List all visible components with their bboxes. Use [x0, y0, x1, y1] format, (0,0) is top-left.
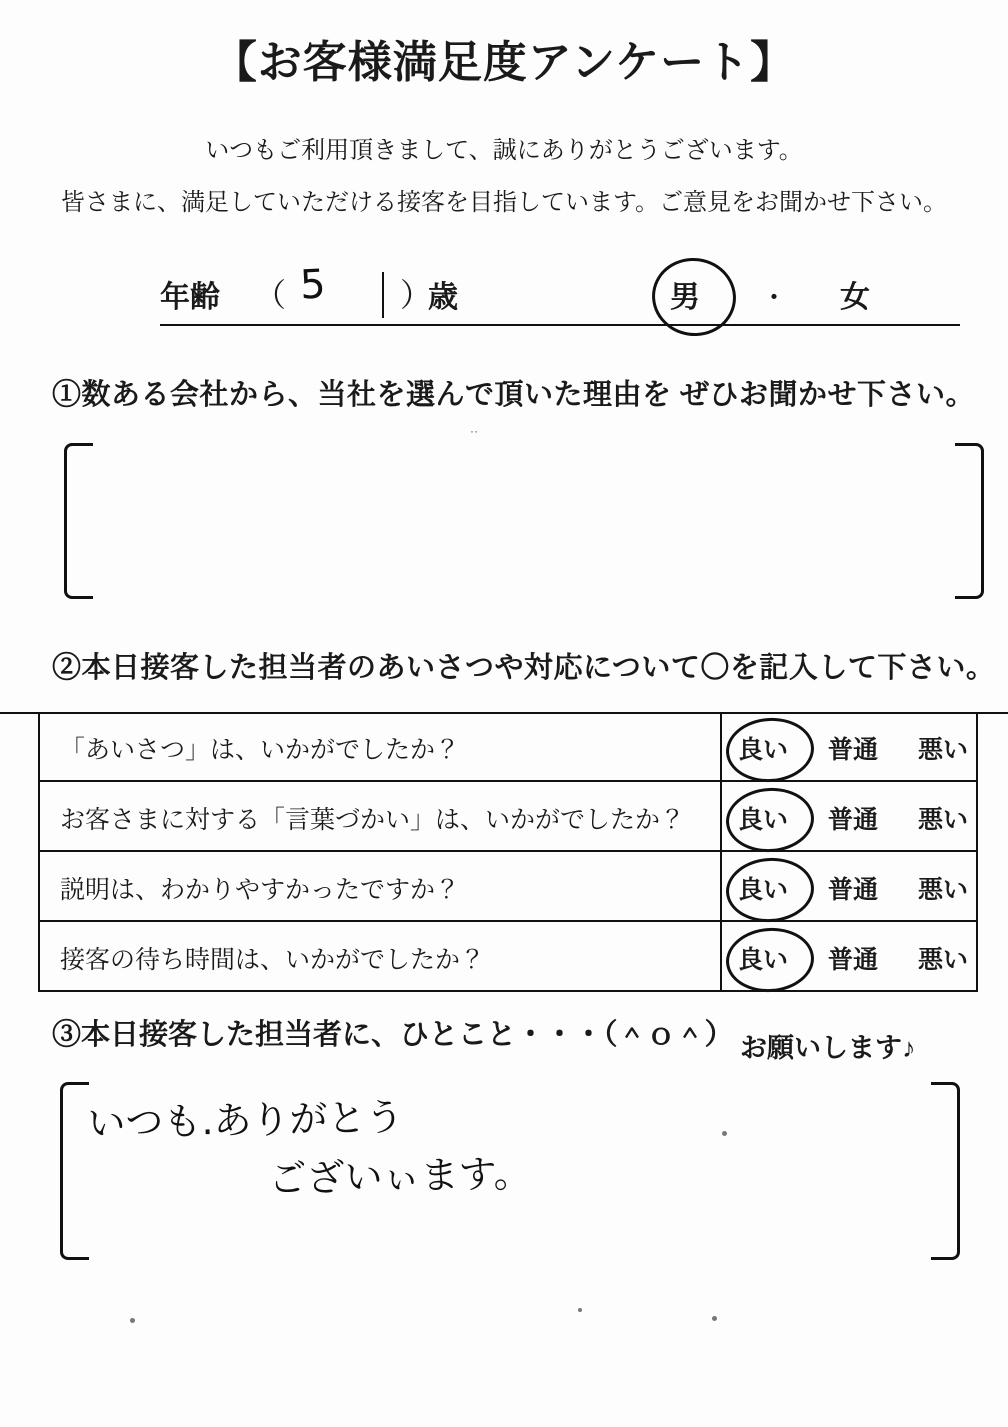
question-1-answer-box[interactable]	[64, 443, 984, 593]
bracket-left-icon	[64, 443, 93, 599]
age-handwritten-value[interactable]: 5	[298, 261, 327, 309]
rating-option-good[interactable]: 良い	[738, 736, 789, 764]
table-left-border	[38, 782, 40, 850]
rating-option-good[interactable]: 良い	[738, 806, 789, 834]
rating-option-bad[interactable]: 悪い	[918, 946, 969, 974]
age-gender-row	[160, 261, 960, 332]
gender-option-female[interactable]: 女	[840, 281, 870, 314]
bracket-right-icon	[931, 1082, 960, 1260]
table-row-question: お客さまに対する「言葉づかい」は、いかがでしたか？	[60, 806, 686, 834]
question-1-text: ①数ある会社から、当社を選んで頂いた理由を ぜひお聞かせ下さい。	[52, 379, 976, 411]
table-divider-right	[976, 712, 978, 780]
intro-line-1: いつもご利用頂きまして、誠にありがとうございます。	[205, 137, 803, 164]
rating-options	[724, 724, 974, 768]
rating-option-bad[interactable]: 悪い	[918, 806, 969, 834]
question-3-note: お願いします♪	[740, 1033, 916, 1063]
table-divider-left	[720, 782, 722, 850]
bracket-right-icon	[955, 443, 984, 599]
table-divider-left	[720, 712, 722, 780]
table-divider-left	[720, 922, 722, 990]
table-row-question: 接客の待ち時間は、いかがでしたか？	[60, 946, 486, 974]
question-2-text: ②本日接客した担当者のあいさつや対応について〇を記入して下さい。	[52, 652, 996, 684]
rating-option-good[interactable]: 良い	[738, 876, 789, 904]
rating-option-bad[interactable]: 悪い	[918, 876, 969, 904]
question-3-handwritten-answer	[87, 1085, 532, 1212]
table-row	[38, 922, 978, 992]
gender-separator: ・	[760, 282, 789, 313]
table-left-border	[38, 712, 40, 780]
handwritten-line-2: ございぃます。	[268, 1151, 532, 1201]
question-3-text: ③本日接客した担当者に、ひとこと・・・（＾ｏ＾）	[52, 1019, 734, 1051]
table-row-question: 「あいさつ」は、いかがでしたか？	[60, 736, 461, 764]
rating-options	[724, 794, 974, 838]
age-unit-label: 歳	[428, 281, 458, 314]
rating-option-normal[interactable]: 普通	[828, 736, 879, 764]
rating-table	[38, 712, 978, 992]
rating-options	[724, 864, 974, 908]
rating-option-normal[interactable]: 普通	[828, 806, 879, 834]
rating-option-normal[interactable]: 普通	[828, 876, 879, 904]
scan-speck-icon	[722, 1131, 727, 1136]
age-row-underline	[160, 324, 960, 326]
table-left-border	[38, 852, 40, 920]
scan-speck-icon	[578, 1308, 582, 1312]
rating-option-normal[interactable]: 普通	[828, 946, 879, 974]
scan-speck-icon: ··	[470, 424, 478, 438]
age-paren-right: ）	[400, 277, 433, 313]
table-divider-right	[976, 852, 978, 920]
scan-speck-icon	[130, 1318, 135, 1323]
intro-line-2: 皆さまに、満足していただける接客を目指しています。ご意見をお聞かせ下さい。	[60, 189, 948, 216]
rating-options	[724, 934, 974, 978]
age-tick-mark	[382, 272, 384, 318]
table-row-question: 説明は、わかりやすかったですか？	[60, 876, 461, 904]
gender-option-male[interactable]: 男	[670, 281, 700, 314]
table-row	[38, 782, 978, 852]
table-divider-right	[976, 922, 978, 990]
age-label: 年齢	[160, 281, 220, 314]
bracket-left-icon	[60, 1082, 89, 1260]
table-divider-left	[720, 852, 722, 920]
rating-option-good[interactable]: 良い	[738, 946, 789, 974]
rating-option-bad[interactable]: 悪い	[918, 736, 969, 764]
table-row	[38, 852, 978, 922]
table-left-border	[38, 922, 40, 990]
table-divider-right	[976, 782, 978, 850]
handwritten-line-1: いつも.ありがとう	[86, 1095, 404, 1146]
table-row	[38, 712, 978, 782]
age-paren-left: （	[254, 277, 287, 313]
scan-speck-icon	[712, 1316, 717, 1321]
page-title: 【お客様満足度アンケート】	[212, 38, 796, 87]
